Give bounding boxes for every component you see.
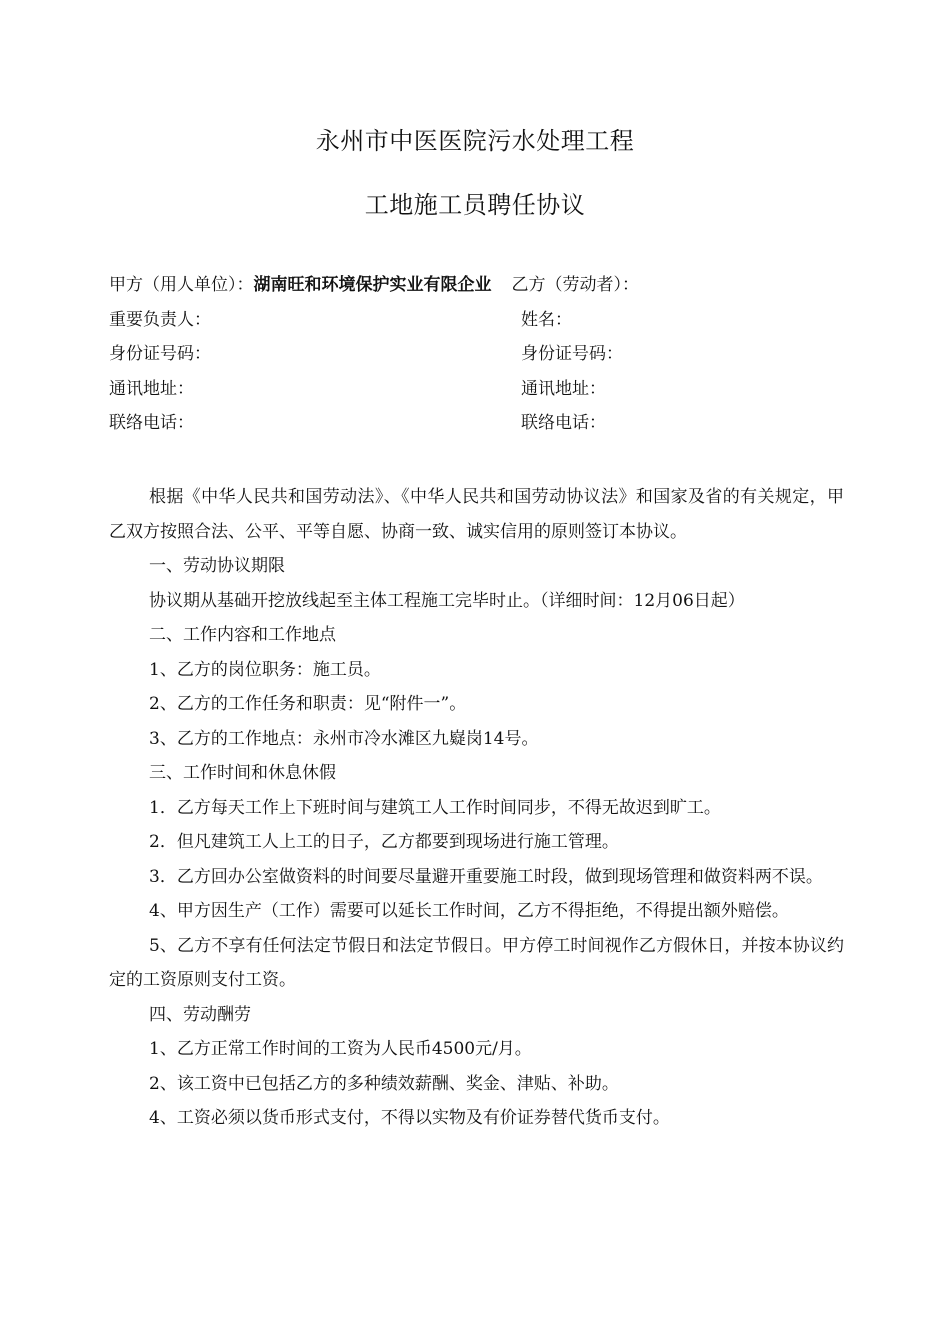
contract-paragraph: 协议期从基础开挖放线起至主体工程施工完毕时止。（详细时间：12月06日起） xyxy=(149,590,745,611)
section-heading-term: 一、劳动协议期限 xyxy=(149,556,285,576)
section-heading-pay: 四、劳动酬劳 xyxy=(149,1004,251,1025)
section-heading-hours: 三、工作时间和休息休假 xyxy=(149,763,336,783)
party-a-field-address: 通讯地址： xyxy=(109,379,194,399)
contract-paragraph: 2．但凡建筑工人上工的日子，乙方都要到现场进行施工管理。 xyxy=(149,832,619,852)
party-b-field-phone: 联络电话： xyxy=(521,413,606,433)
preamble-paragraph: 根据《中华人民共和国劳动法》、《中华人民共和国劳动协议法》和国家及省的有关规定，甲乙双方按照合法、公平、平等自愿、协商一致、诚实信用的原则签订本协议。 xyxy=(109,487,844,542)
party-b-label: 乙方（劳动者）： xyxy=(511,275,639,295)
contract-paragraph: 4、甲方因生产（工作）需要可以延长工作时间，乙方不得拒绝，不得提出额外赔偿。 xyxy=(149,901,789,921)
contract-body xyxy=(109,480,844,1136)
contract-paragraph: 2、乙方的工作任务和职责：见“附件一”。 xyxy=(149,694,467,714)
party-a-field-responsible: 重要负责人： xyxy=(109,310,211,330)
contract-paragraph: 1、乙方正常工作时间的工资为人民币4500元/月。 xyxy=(149,1039,532,1059)
document-title-line2: 工地施工员聘任协议 xyxy=(364,191,586,219)
section-heading-work: 二、工作内容和工作地点 xyxy=(149,625,336,645)
party-a-field-phone: 联络电话： xyxy=(109,413,194,433)
party-b-field-address: 通讯地址： xyxy=(521,379,606,399)
contract-paragraph: 1、乙方的岗位职务：施工员。 xyxy=(149,659,381,680)
contract-paragraph: 4、工资必须以货币形式支付，不得以实物及有价证券替代货币支付。 xyxy=(149,1108,670,1128)
party-header-row xyxy=(109,274,639,296)
contract-paragraph: 5、乙方不享有任何法定节假日和法定节假日。甲方停工时间视作乙方假休日，并按本协议约定的工资原则支付工资。 xyxy=(109,935,844,990)
contract-paragraph: 2、该工资中已包括乙方的多种绩效薪酬、奖金、津贴、补助。 xyxy=(149,1073,619,1094)
contract-paragraph: 3、乙方的工作地点：永州市冷水滩区九嶷岗14号。 xyxy=(149,728,539,749)
contract-paragraph: 1．乙方每天工作上下班时间与建筑工人工作时间同步，不得无故迟到旷工。 xyxy=(149,797,721,818)
contract-paragraph: 3．乙方回办公室做资料的时间要尽量避开重要施工时段，做到现场管理和做资料两不误。 xyxy=(149,866,823,887)
party-b-field-id: 身份证号码： xyxy=(521,344,623,364)
party-a-field-id: 身份证号码： xyxy=(109,344,211,364)
party-b-field-name: 姓名： xyxy=(521,310,572,330)
party-a-label: 甲方（用人单位）： xyxy=(109,275,254,295)
document-title-line1: 永州市中医医院污水处理工程 xyxy=(315,127,635,155)
party-a-name: 湖南旺和环境保护实业有限企业 xyxy=(253,275,492,295)
